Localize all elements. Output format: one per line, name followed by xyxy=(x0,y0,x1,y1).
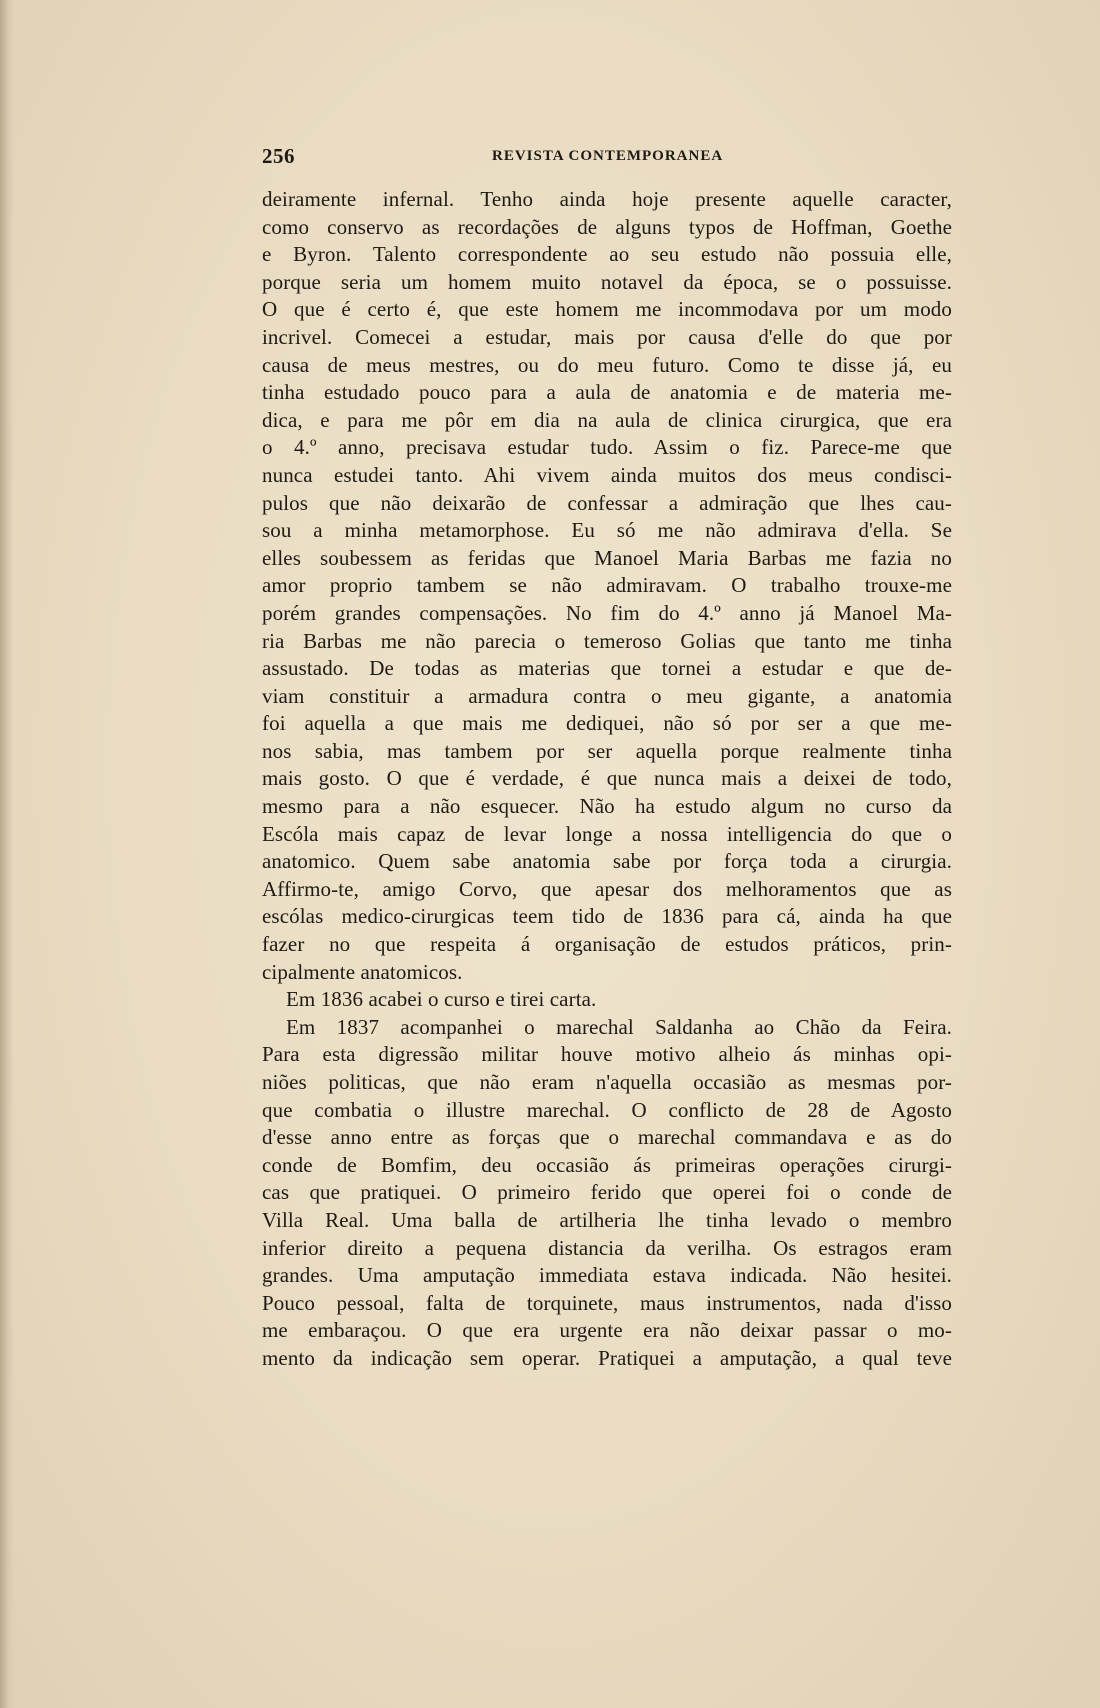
text-line: cas que pratiquei. O primeiro ferido que operei foi o conde de xyxy=(262,1180,952,1205)
text-line: me embaraçou. O que era urgente era não deixar passar o mo- xyxy=(262,1318,952,1343)
text-line: nos sabia, mas tambem por ser aquella porque realmente tinha xyxy=(262,738,952,763)
text-line: como conservo as recordações de alguns typos de Hoffman, Goethe xyxy=(262,214,952,239)
text-line: grandes. Uma amputação immediata estava indicada. Não hesitei. xyxy=(262,1263,952,1288)
text-line: viam constituir a armadura contra o meu gigante, a anatomia xyxy=(262,683,952,708)
text-line: Para esta digressão militar houve motivo alheio ás minhas opi- xyxy=(262,1042,952,1067)
text-line: nunca estudei tanto. Ahi vivem ainda muitos dos meus condisci- xyxy=(262,462,952,487)
text-line: porque seria um homem muito notavel da época, se o possuisse. xyxy=(262,269,952,294)
text-line: escólas medico-cirurgicas teem tido de 1836 para cá, ainda ha que xyxy=(262,904,952,929)
text-line: mento da indicação sem operar. Pratiquei a amputação, a qual teve xyxy=(262,1345,952,1370)
text-line: inferior direito a pequena distancia da verilha. Os estragos eram xyxy=(262,1235,952,1260)
text-line: Em 1837 acompanhei o marechal Saldanha ao Chão da Feira. xyxy=(286,1014,952,1039)
text-line: d'esse anno entre as forças que o marechal commandava e as do xyxy=(262,1125,952,1150)
text-line: fazer no que respeita á organisação de estudos práticos, prin- xyxy=(262,932,952,957)
text-line: Escóla mais capaz de levar longe a nossa intelligencia do que o xyxy=(262,821,952,846)
text-line: dica, e para me pôr em dia na aula de clinica cirurgica, que era xyxy=(262,407,952,432)
text-line: porém grandes compensações. No fim do 4.º anno já Manoel Ma- xyxy=(262,600,952,625)
running-title: REVISTA CONTEMPORANEA xyxy=(492,148,724,164)
text-line: e Byron. Talento correspondente ao seu estudo não possuia elle, xyxy=(262,242,952,267)
text-line: Affirmo-te, amigo Corvo, que apesar dos melhoramentos que as xyxy=(262,876,952,901)
text-line: O que é certo é, que este homem me incommodava por um modo xyxy=(262,297,952,322)
text-line: foi aquella a que mais me dediquei, não só por ser a que me- xyxy=(262,711,952,736)
text-line: mesmo para a não esquecer. Não ha estudo algum no curso da xyxy=(262,794,952,819)
text-line: pulos que não deixarão de confessar a admiração que lhes cau- xyxy=(262,490,952,515)
text-line: Villa Real. Uma balla de artilheria lhe tinha levado o membro xyxy=(262,1207,952,1232)
page-header xyxy=(262,144,962,168)
page-number: 256 xyxy=(262,144,295,168)
text-line: mais gosto. O que é verdade, é que nunca mais a deixei de todo, xyxy=(262,766,952,791)
text-line: amor proprio tambem se não admiravam. O trabalho trouxe-me xyxy=(262,573,952,598)
text-line: incrivel. Comecei a estudar, mais por causa d'elle do que por xyxy=(262,324,952,349)
text-line: conde de Bomfim, deu occasião ás primeiras operações cirurgi- xyxy=(262,1152,952,1177)
text-line: elles soubessem as feridas que Manoel Maria Barbas me fazia no xyxy=(262,545,952,570)
binding-shadow xyxy=(0,0,14,1708)
text-line: sou a minha metamorphose. Eu só me não admirava d'ella. Se xyxy=(262,518,952,543)
text-line: niões politicas, que não eram n'aquella occasião as mesmas por- xyxy=(262,1070,952,1094)
text-line: assustado. De todas as materias que tornei a estudar e que de- xyxy=(262,656,952,681)
text-line: o 4.º anno, precisava estudar tudo. Assim o fiz. Parece-me que xyxy=(262,435,952,460)
text-line: tinha estudado pouco para a aula de anatomia e de materia me- xyxy=(262,380,952,405)
text-line: ria Barbas me não parecia o temeroso Golias que tanto me tinha xyxy=(262,628,952,653)
text-line: deiramente infernal. Tenho ainda hoje presente aquelle caracter, xyxy=(262,187,952,211)
text-line: cipalmente anatomicos. xyxy=(262,959,463,984)
text-line: anatomico. Quem sabe anatomia sabe por força toda a cirurgia. xyxy=(262,849,952,874)
body-text xyxy=(262,186,952,1373)
text-line: Pouco pessoal, falta de torquinete, maus instrumentos, nada d'isso xyxy=(262,1290,952,1315)
text-line: Em 1836 acabei o curso e tirei carta. xyxy=(286,987,597,1012)
text-line: que combatia o illustre marechal. O conflicto de 28 de Agosto xyxy=(262,1097,952,1122)
text-line: causa de meus mestres, ou do meu futuro. Como te disse já, eu xyxy=(262,352,952,377)
